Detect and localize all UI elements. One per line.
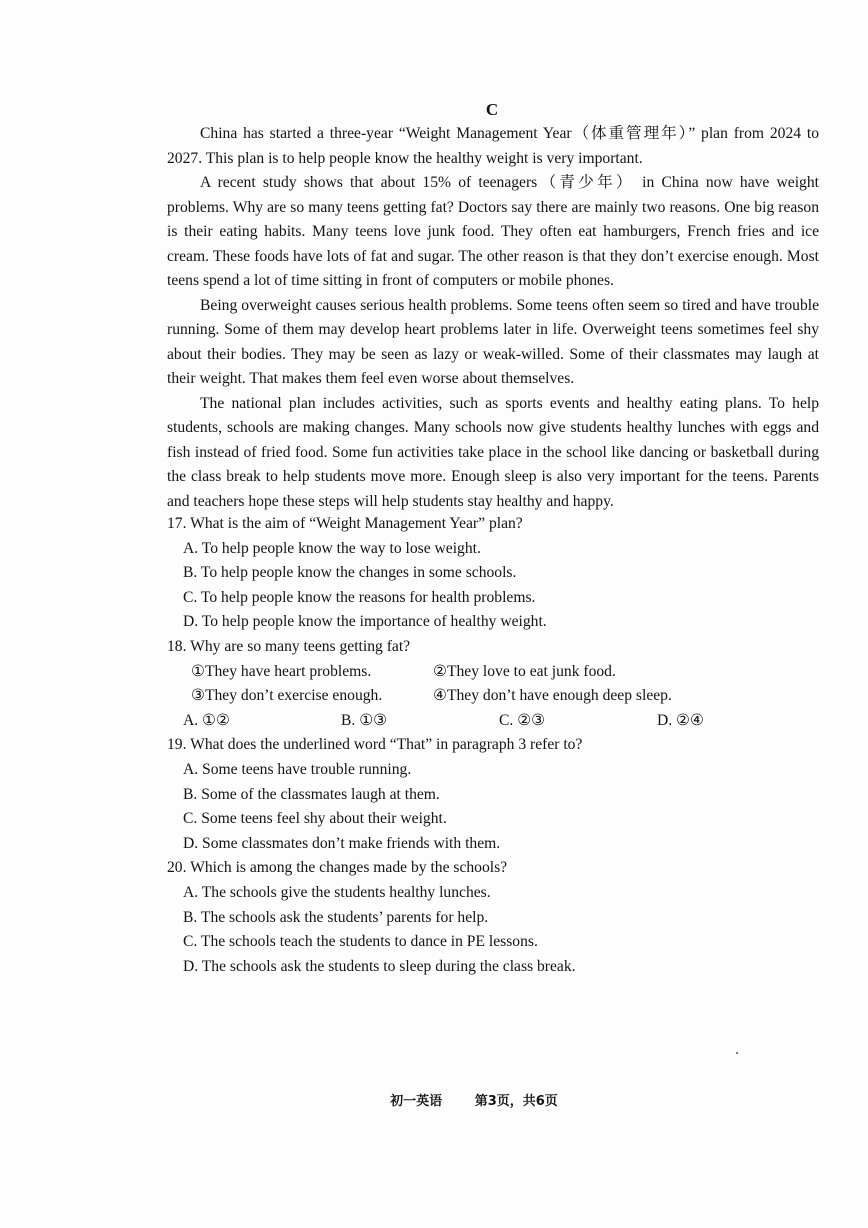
answer-option: B. The schools ask the students’ parents for help. xyxy=(183,908,489,926)
answer-option: D. Some classmates don’t make friends with them. xyxy=(183,834,501,852)
answer-option: C. The schools teach the students to dance in PE lessons. xyxy=(183,933,538,951)
answer-option: A. Some teens have trouble running. xyxy=(183,760,412,778)
statement: ④They don’t have enough deep sleep. xyxy=(433,687,672,705)
question-stem: 17. What is the aim of “Weight Management Year” plan? xyxy=(167,515,523,532)
question-stem: 19. What does the underlined word “That” in paragraph 3 refer to? xyxy=(167,736,583,754)
question-list xyxy=(167,512,819,979)
section-heading: C xyxy=(485,100,499,119)
answer-option: B. Some of the classmates laugh at them. xyxy=(183,785,440,803)
passage-paragraph: China has started a three-year “Weight Management Year（体重管理年）” plan from 2024 to 2027. This plan is to help people know the healthy weight is very important. xyxy=(167,125,819,167)
scan-speck xyxy=(736,1052,738,1054)
question-19 xyxy=(167,733,819,856)
statement: ②They love to eat junk food. xyxy=(433,662,616,680)
statement: ①They have heart problems. xyxy=(191,662,372,680)
footer-subject: 初一英语 xyxy=(390,1094,443,1109)
answer-option: A. To help people know the way to lose weight. xyxy=(183,539,481,557)
question-18 xyxy=(167,635,819,733)
page-footer xyxy=(0,1090,868,1109)
passage-paragraph: Being overweight causes serious health problems. Some teens often seem so tired and have trouble running. Some of them may develop heart problems later in life. Overweight teens sometimes feel shy about their bodies. They may be seen as lazy or weak-willed. Some of their classmates may laugh at their weight. That makes them feel even worse about themselves. xyxy=(167,296,819,387)
answer-option: D. The schools ask the students to sleep during the class break. xyxy=(183,957,576,975)
passage-paragraph: A recent study shows that about 15% of teenagers（青少年） in China now have weight problems. Why are so many teens getting fat? Doctors say there are mainly two reasons. One big reason is their eating habits. Many teens love junk food. They often eat hamburgers, French fries and ice cream. These foods have lots of fat and sugar. The other reason is that they don’t exercise enough. Most teens spend a lot of time sitting in front of computers or mobile phones. xyxy=(167,174,819,289)
statement: ③They don’t exercise enough. xyxy=(191,687,383,705)
answer-choice: A. ①② xyxy=(183,711,231,729)
answer-option: C. To help people know the reasons for health problems. xyxy=(183,588,536,606)
reading-passage xyxy=(167,122,819,514)
choice-row xyxy=(183,709,819,734)
answer-choice: D. ②④ xyxy=(657,711,705,729)
answer-option: B. To help people know the changes in some schools. xyxy=(183,564,517,582)
answer-choice: C. ②③ xyxy=(499,711,546,729)
passage-paragraph: The national plan includes activities, such as sports events and healthy eating plans. To help students, schools are making changes. Many schools now give students healthy lunches with eggs and fish instead of fried food. Some fun activities take place in the school like dancing or basketball during the class break to help students move more. Enough sleep is also very important for the teens. Parents and teachers hope these steps will help students stay healthy and happy. xyxy=(167,394,819,510)
answer-option: D. To help people know the importance of healthy weight. xyxy=(183,613,547,631)
statement-row xyxy=(191,684,819,709)
question-stem: 18. Why are so many teens getting fat? xyxy=(167,637,411,655)
question-17 xyxy=(167,512,819,635)
answer-option: A. The schools give the students healthy lunches. xyxy=(183,883,491,901)
statement-row xyxy=(191,660,819,685)
answer-choice: B. ①③ xyxy=(341,711,388,729)
question-stem: 20. Which is among the changes made by the schools? xyxy=(167,859,508,877)
footer-page-number: 第3页，共6页 xyxy=(474,1094,558,1109)
answer-option: C. Some teens feel shy about their weight. xyxy=(183,810,447,828)
question-20 xyxy=(167,856,819,979)
